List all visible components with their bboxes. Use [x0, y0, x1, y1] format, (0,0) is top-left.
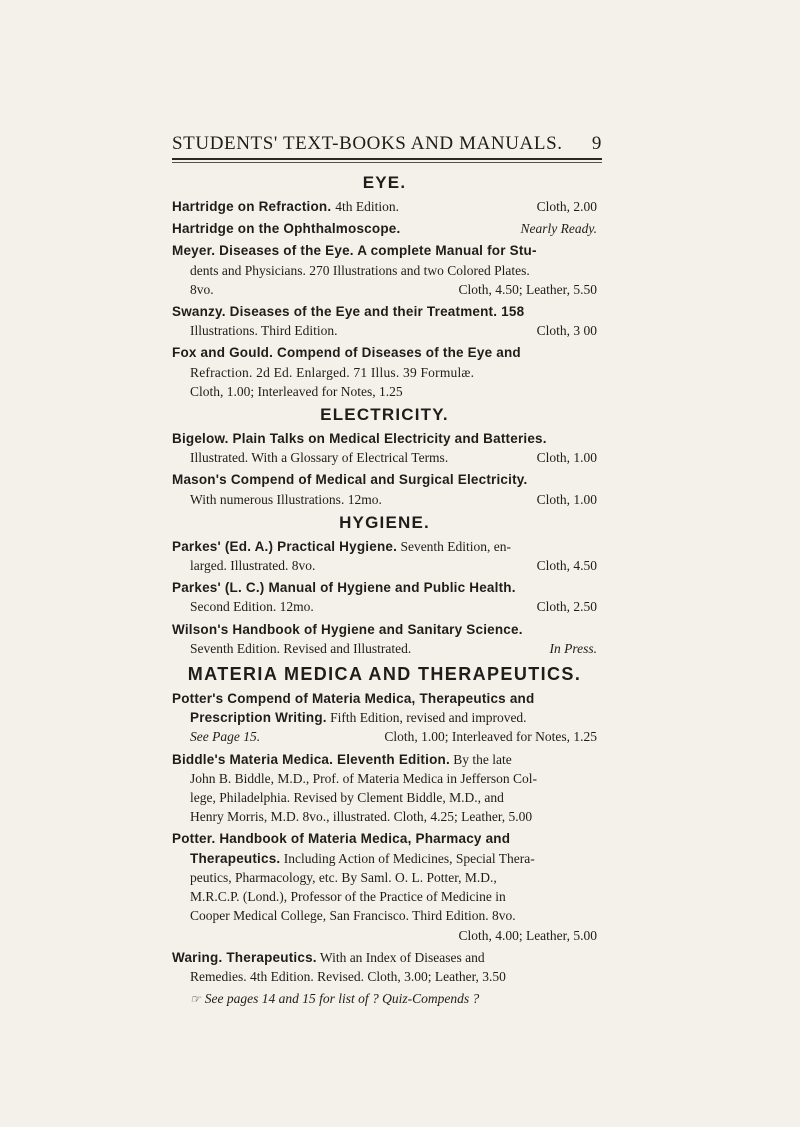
entry-text: John B. Biddle, M.D., Prof. of Materia Medica in Jefferson Col-: [190, 770, 537, 786]
entry-text: Fifth Edition, revised and improved.: [326, 710, 527, 726]
entry-title-cont: Therapeutics.: [190, 850, 281, 866]
entry-title: Waring. Therapeutics.: [172, 949, 317, 965]
running-head: [172, 133, 602, 155]
entry-price: Cloth, 2.00: [536, 199, 597, 214]
section-heading-electricity: ELECTRICITY.: [320, 405, 449, 425]
entry-title: Wilson's Handbook of Hygiene and Sanitary Science.: [172, 621, 523, 637]
entry-price: Remedies. 4th Edition. Revised. Cloth, 3.00; Leather, 3.50: [190, 968, 506, 984]
entry-price: Cloth, 1.00: [536, 450, 597, 466]
entry-text: Including Action of Medicines, Special Thera-: [280, 850, 535, 866]
catalog-entry: [172, 620, 597, 658]
entry-price: Cloth, 3 00: [536, 323, 597, 339]
entry-reference: See Page 15.: [190, 729, 261, 745]
entry-text: Seventh Edition. Revised and Illustrated.: [190, 640, 412, 656]
entry-title: Meyer. Diseases of the Eye. A complete Manual for Stu-: [172, 243, 537, 259]
entry-title: Parkes' (Ed. A.) Practical Hygiene.: [172, 538, 398, 554]
catalog-entry: [172, 829, 597, 944]
catalog-entry: [172, 241, 597, 299]
catalog-entry: [172, 343, 597, 401]
entry-text: Illustrated. With a Glossary of Electrical Terms.: [190, 450, 449, 466]
entry-text: Illustrations. Third Edition.: [190, 323, 338, 339]
entry-title-cont: Prescription Writing.: [190, 710, 327, 726]
header-rule: [172, 158, 602, 160]
entry-title: Swanzy. Diseases of the Eye and their Treatment. 158: [172, 304, 525, 320]
entry-title: Parkes' (L. C.) Manual of Hygiene and Public Health.: [172, 580, 516, 596]
entry-text: larged. Illustrated. 8vo.: [190, 558, 316, 574]
entry-title: Bigelow. Plain Talks on Medical Electricity and Batteries.: [172, 431, 547, 447]
entry-status: Nearly Ready.: [520, 221, 597, 237]
catalog-entry: [172, 578, 597, 616]
entry-price: Cloth, 4.50: [536, 558, 597, 574]
catalog-entry: [172, 429, 597, 467]
pointing-hand-icon: ☞: [190, 992, 201, 1007]
catalog-content: [172, 170, 597, 1009]
footer-text: See pages 14 and 15 for list of ? Quiz-Compends ?: [204, 991, 480, 1007]
entry-title: Hartridge on the Ophthalmoscope.: [172, 221, 401, 237]
entry-text: With an Index of Diseases and: [316, 949, 485, 965]
entry-text: Seventh Edition, en-: [397, 538, 512, 554]
page-number: 9: [591, 133, 602, 154]
entry-title: Biddle's Materia Medica. Eleventh Edition.: [172, 751, 450, 767]
catalog-entry: [172, 219, 597, 238]
entry-title: Fox and Gould. Compend of Diseases of the Eye and: [172, 345, 521, 361]
entry-text: lege, Philadelphia. Revised by Clement Biddle, M.D., and: [190, 790, 504, 806]
entry-price: Cloth, 1.00: [536, 491, 597, 507]
entry-price: Cloth, 1.00; Interleaved for Notes, 1.25: [384, 729, 597, 745]
catalog-entry: [172, 470, 597, 508]
catalog-entry: [172, 750, 597, 827]
entry-price: Henry Morris, M.D. 8vo., illustrated. Cloth, 4.25; Leather, 5.00: [190, 809, 533, 825]
running-title: STUDENTS' TEXT-BOOKS AND MANUALS.: [172, 133, 563, 154]
entry-title: Mason's Compend of Medical and Surgical Electricity.: [172, 472, 528, 488]
entry-status: In Press.: [549, 640, 597, 656]
entry-text: By the late: [449, 751, 512, 767]
entry-text: 4th Edition.: [335, 199, 400, 214]
catalog-entry: [172, 197, 597, 216]
catalog-entry: [172, 302, 597, 340]
entry-price: Cloth, 4.00; Leather, 5.00: [458, 927, 597, 943]
entry-text: Second Edition. 12mo.: [190, 599, 314, 615]
entry-title: Potter. Handbook of Materia Medica, Pharmacy and: [172, 831, 511, 847]
section-heading-eye: EYE.: [362, 173, 407, 192]
catalog-entry: [172, 948, 597, 986]
section-heading-hygiene: HYGIENE.: [339, 512, 430, 532]
catalog-entry: [172, 537, 597, 575]
entry-text: Cooper Medical College, San Francisco. Third Edition. 8vo.: [190, 908, 516, 924]
catalog-entry: [172, 689, 597, 747]
section-heading-materia-medica: MATERIA MEDICA AND THERAPEUTICS.: [187, 664, 582, 685]
entry-text: dents and Physicians. 270 Illustrations and two Colored Plates.: [190, 262, 530, 278]
entry-text: M.R.C.P. (Lond.), Professor of the Practice of Medicine in: [190, 889, 506, 905]
entry-title: Hartridge on Refraction.: [172, 199, 336, 214]
entry-text: With numerous Illustrations. 12mo.: [190, 491, 382, 507]
entry-text: Refraction. 2d Ed. Enlarged. 71 Illus. 39 Formulæ.: [190, 364, 475, 380]
entry-price: Cloth, 2.50: [536, 599, 597, 615]
footer-note: [172, 989, 597, 1009]
header-rule-thin: [172, 162, 602, 163]
entry-text: 8vo.: [190, 281, 214, 297]
entry-price: Cloth, 1.00; Interleaved for Notes, 1.25: [190, 383, 403, 399]
entry-price: Cloth, 4.50; Leather, 5.50: [458, 281, 597, 297]
entry-title: Potter's Compend of Materia Medica, Therapeutics and: [172, 691, 535, 707]
entry-text: peutics, Pharmacology, etc. By Saml. O. L. Potter, M.D.,: [190, 869, 497, 885]
